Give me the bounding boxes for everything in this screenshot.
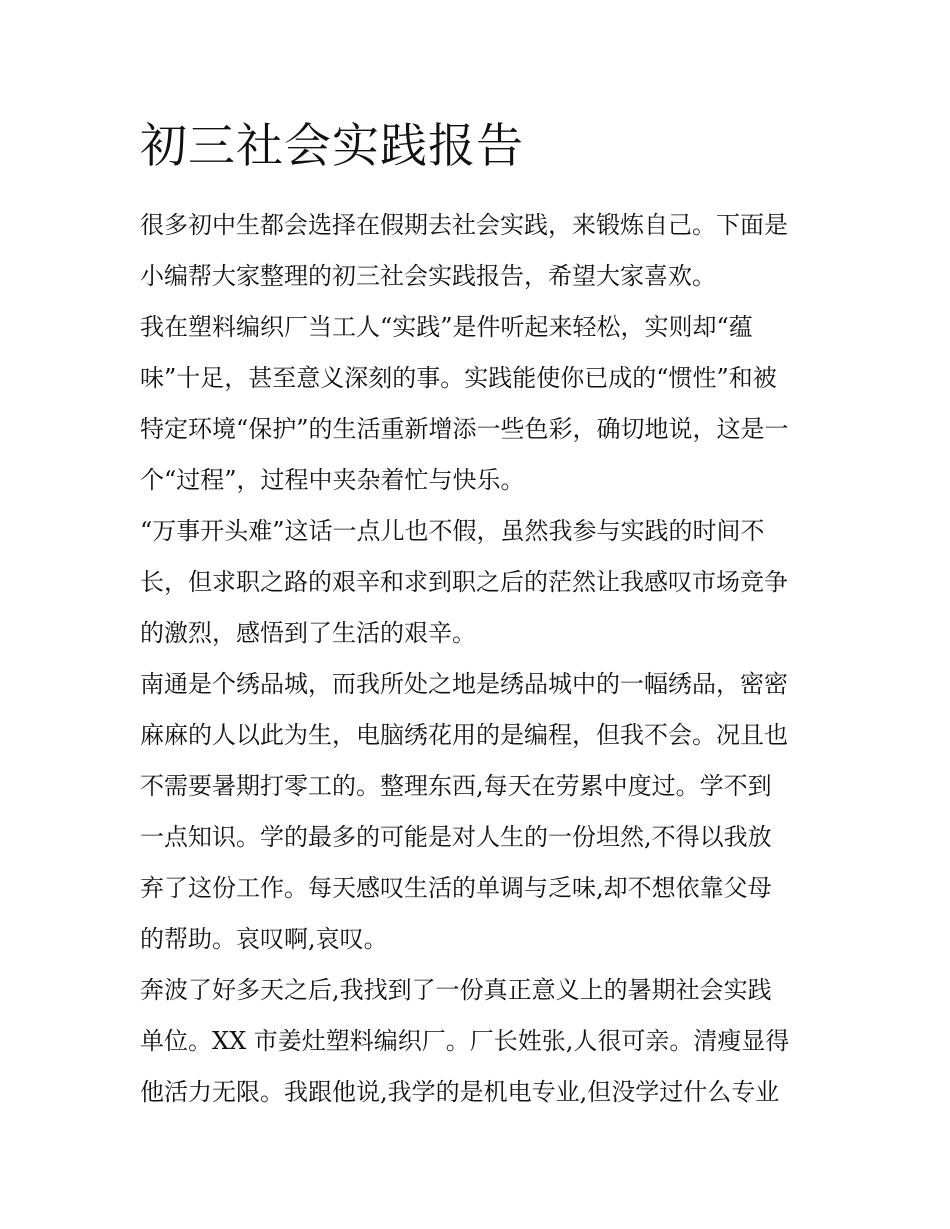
paragraph-factory-worker: 我在塑料编织厂当工人“实践”是件听起来轻松，实则却“蕴 味”十足，甚至意义深刻的事。实践能使你已成的“惯性”和被 特定环境“保护”的生活重新增添一些色彩，确切地说，这是一 个“过程”，过程中夹杂着忙与快乐。 bbox=[140, 313, 789, 494]
paragraph-job-search: “万事开头难”这话一点儿也不假，虽然我参与实践的时间不 长，但求职之路的艰辛和求到职之后的茫然让我感叹市场竞争 的激烈，感悟到了生活的艰辛。 bbox=[140, 517, 788, 647]
paragraph-new-unit: 奔波了好多天之后,我找到了一份真正意义上的暑期社会实践 单位。XX 市姜灶塑料编织厂。厂长姓张,人很可亲。清瘦显得 他活力无限。我跟他说,我学的是机电专业,但没学过什么专业 bbox=[140, 976, 790, 1106]
page-title: 初三社会实践报告 bbox=[140, 119, 524, 174]
paragraph-intro: 很多初中生都会选择在假期去社会实践，来锻炼自己。下面是 小编帮大家整理的初三社会实践报告，希望大家喜欢。 bbox=[140, 211, 788, 290]
document-body bbox=[140, 112, 820, 1118]
paragraph-nantong: 南通是个绣品城，而我所处之地是绣品城中的一幅绣品，密密 麻麻的人以此为生，电脑绣花用的是编程，但我不会。况且也 不需要暑期打零工的。整理东西,每天在劳累中度过。学不到 一点知识。学的最多的可能是对人生的一份坦然,不得以我放 弃了这份工作。每天感叹生活的单调与乏味,却不想依靠父母 的帮助。哀叹啊,哀叹。 bbox=[140, 670, 788, 953]
